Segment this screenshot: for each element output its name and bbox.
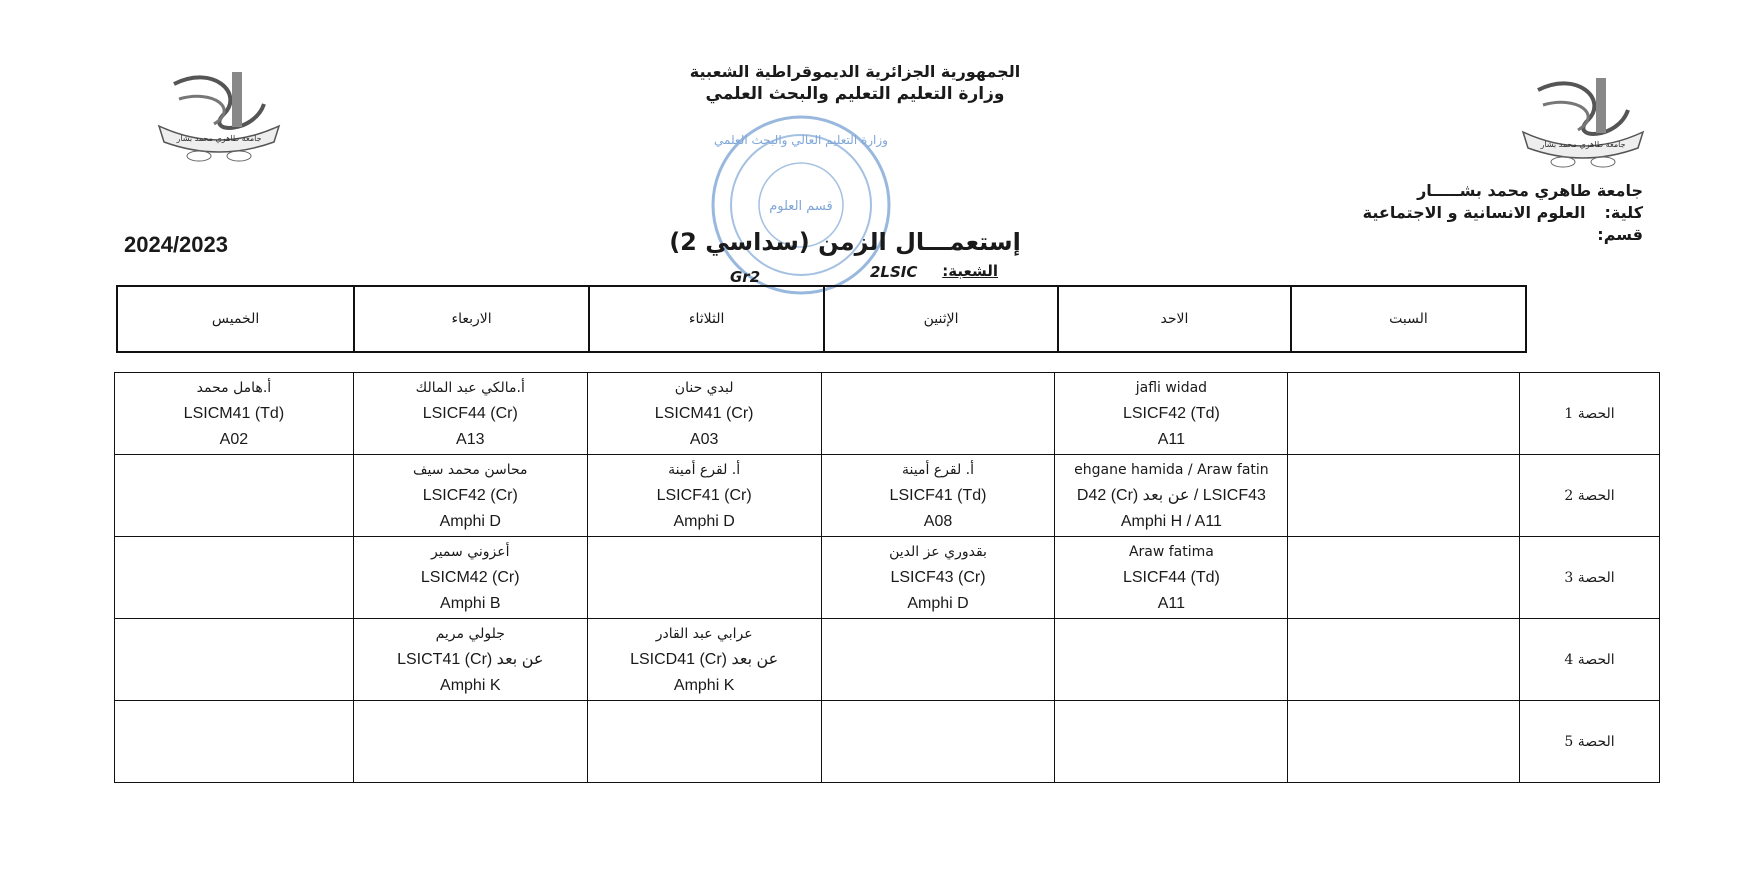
session-row <box>115 619 1660 701</box>
schedule-cell <box>587 537 821 619</box>
cell-room: Amphi D <box>439 512 501 530</box>
schedule-cell <box>1288 537 1520 619</box>
schedule-cell <box>821 537 1055 619</box>
day-header: الثلاثاء <box>589 286 824 352</box>
svg-text:وزارة التعليم العالي والبحث ال: وزارة التعليم العالي والبحث العلمي <box>714 133 888 147</box>
schedule-cell <box>353 619 587 701</box>
department-line <box>1363 224 1643 246</box>
cell-course: LSICM41 (Td) <box>183 404 285 422</box>
cell-course: LSICT41 (Cr) عن بعد <box>397 650 544 668</box>
schedule-grid <box>114 372 1660 783</box>
institution-block <box>1363 180 1643 246</box>
cell-room: Amphi D <box>907 594 969 612</box>
session-label: الحصة 3 <box>1520 537 1660 619</box>
schedule-cell <box>587 373 821 455</box>
cell-room: A08 <box>923 512 953 530</box>
cell-course: LSICD41 (Cr) عن بعد <box>630 650 779 668</box>
cell-teacher: عرابي عبد القادر <box>655 625 753 642</box>
schedule-cell <box>115 373 354 455</box>
session-row <box>115 455 1660 537</box>
cell-teacher: Araw fatima <box>1128 543 1214 560</box>
session-row <box>115 373 1660 455</box>
schedule-cell <box>353 701 587 783</box>
faculty-line <box>1363 202 1643 224</box>
schedule-cell <box>821 455 1055 537</box>
schedule-cell <box>1055 373 1288 455</box>
svg-text:جامعة طاهري محمد بشار: جامعة طاهري محمد بشار <box>1540 140 1626 149</box>
cell-course: LSICF42 (Td) <box>1122 404 1220 422</box>
schedule-cell <box>353 373 587 455</box>
cell-course: LSICM42 (Cr) <box>420 568 520 586</box>
cell-teacher: أ. لقرع أمينة <box>668 461 741 478</box>
schedule-cell <box>353 537 587 619</box>
cell-room: A11 <box>1157 430 1186 448</box>
cell-teacher: أ.مالكي عبد المالك <box>415 379 525 396</box>
cell-course: LSICF41 (Td) <box>889 486 987 504</box>
cell-teacher: jafli widad <box>1135 379 1208 396</box>
cell-teacher: أ. لقرع أمينة <box>902 461 975 478</box>
session-label: الحصة 2 <box>1520 455 1660 537</box>
cell-room: A13 <box>456 430 485 448</box>
schedule-cell <box>1055 455 1288 537</box>
schedule-cell <box>821 619 1055 701</box>
cell-teacher: بقدوري عز الدين <box>889 543 987 560</box>
schedule-cell <box>1055 701 1288 783</box>
cell-room: A02 <box>219 430 249 448</box>
schedule-cell <box>1055 537 1288 619</box>
faculty-value: العلوم الانسانية و الاجتماعية <box>1362 203 1586 222</box>
cell-room: A11 <box>1157 594 1186 612</box>
schedule-cell <box>1288 373 1520 455</box>
filiere-label: الشعبة: <box>942 262 998 280</box>
cell-teacher: أعزوني سمير <box>430 543 510 560</box>
cell-room: Amphi H / A11 <box>1120 512 1222 530</box>
cell-teacher: ehgane hamida / Araw fatin <box>1074 461 1269 478</box>
session-label: الحصة 1 <box>1520 373 1660 455</box>
day-header: الإثنين <box>824 286 1058 352</box>
session-row <box>115 537 1660 619</box>
schedule-cell <box>115 701 354 783</box>
republic-title: الجمهورية الجزائرية الديموقراطية الشعبية <box>689 62 1021 81</box>
cell-room: Amphi D <box>673 512 735 530</box>
schedule-cell <box>1055 619 1288 701</box>
cell-room: Amphi K <box>673 676 735 694</box>
schedule-cell <box>1288 455 1520 537</box>
cell-teacher: محاسن محمد سيف <box>413 461 528 478</box>
cell-teacher: جلولي مريم <box>435 625 505 642</box>
cell-room: Amphi B <box>440 594 501 612</box>
cell-course: LSICM41 (Cr) <box>654 404 754 422</box>
cell-teacher: أ.هامل محمد <box>196 379 272 396</box>
schedule-cell <box>587 701 821 783</box>
ministry-title: وزارة التعليم التعليم والبحث العلمي <box>705 84 1005 104</box>
cell-course: LSICF44 (Td) <box>1122 568 1220 586</box>
cell-room: A03 <box>689 430 719 448</box>
schedule-title: إستعمـــال الزمن (سداسي 2) <box>669 228 1021 256</box>
days-header-table <box>116 285 1527 353</box>
day-header: الخميس <box>117 286 354 352</box>
schedule-cell <box>115 537 354 619</box>
filiere-code: 2LSIC <box>870 263 918 281</box>
schedule-cell <box>115 455 354 537</box>
cell-course: LSICF43 (Cr) <box>890 568 986 586</box>
schedule-cell <box>1288 619 1520 701</box>
university-name: جامعة طاهري محمد بشـــــار <box>1417 181 1643 200</box>
schedule-cell <box>587 455 821 537</box>
cell-teacher: لبدي حنان <box>674 379 734 396</box>
faculty-label: كلية: <box>1604 203 1643 222</box>
schedule-cell <box>353 455 587 537</box>
header-center <box>560 62 1150 106</box>
svg-text:قسم العلوم: قسم العلوم <box>769 199 833 214</box>
svg-text:جامعة طاهري محمد بشار: جامعة طاهري محمد بشار <box>176 134 262 143</box>
day-header: الاربعاء <box>354 286 589 352</box>
schedule-cell <box>587 619 821 701</box>
cell-room: Amphi K <box>440 676 501 694</box>
cell-course: LSICF44 (Cr) <box>422 404 518 422</box>
schedule-cell <box>821 373 1055 455</box>
cell-course: LSICF41 (Cr) <box>656 486 752 504</box>
cell-course: LSICF42 (Cr) <box>422 486 518 504</box>
university-logo-right <box>1518 70 1648 170</box>
cell-course: D42 (Cr) عن بعد / LSICF43 <box>1076 486 1266 504</box>
schedule-cell <box>1288 701 1520 783</box>
day-header: السبت <box>1291 286 1526 352</box>
session-row <box>115 701 1660 783</box>
session-label: الحصة 4 <box>1520 619 1660 701</box>
group-label: Gr2 <box>730 268 761 286</box>
academic-year: 2024/2023 <box>124 232 228 257</box>
department-label: قسم: <box>1597 225 1643 244</box>
day-header: الاحد <box>1058 286 1291 352</box>
session-label: الحصة 5 <box>1520 701 1660 783</box>
days-row <box>117 286 1526 352</box>
university-logo-left <box>154 64 284 164</box>
schedule-cell <box>821 701 1055 783</box>
schedule-cell <box>115 619 354 701</box>
